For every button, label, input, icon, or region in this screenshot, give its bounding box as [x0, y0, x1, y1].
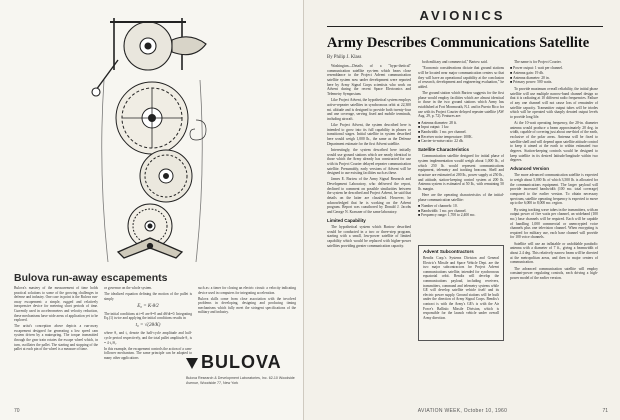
satellite-specs-list — [510, 66, 598, 85]
subheading-limited-capability: Limited Capability — [327, 217, 366, 223]
article-paragraph: Like Project Advent, the system described here is intended to grow into its full capability in phases or transitional stages. Initial satellite in system described here would weigh 1,000 lb., the same as the Defense Department estimate for the first Advent satellite. — [327, 123, 411, 146]
large-gear — [116, 82, 188, 154]
article-column-1 — [327, 64, 411, 250]
article-title: Army Describes Communications Satellite — [327, 35, 590, 51]
byline: By Philip J. Klass — [327, 55, 362, 60]
ground-station-features-list — [418, 121, 504, 144]
ad-column-3 — [198, 286, 296, 317]
article-paragraph: Interestingly, the system described here initially would use ground stations which are nearly identical to those which the Army already has constructed for use with its Project Courier delayed repeater communication satellite. Presumably, early versions of Advent will be designed to use existing facilities such as these. — [327, 147, 411, 176]
subheading-satellite-characteristics: Satellite Characteristics — [418, 146, 470, 152]
article-paragraph: both military and commercial," Bartow said. — [422, 60, 488, 64]
article-paragraph: Satellite will use an inflatable or unfoldable parabolic antenna with a diameter of 7 ft., giving a beamwidth of about 2.4 deg. This relatively narrow beam will be directed at the metropolitan areas, and then to major centers of communication. — [510, 241, 598, 265]
mainspring — [190, 120, 206, 140]
escapement-illustration — [0, 0, 304, 272]
article-paragraph: At the 10-watt operating frequency, the 20-in. diameter antenna would produce a beam approximately 20 deg. in width, capable of covering just about one-third of the earth, exclusive of the polar areas. Antenna will be fixed to satellite shell and will depend upon satellite attitude control to keep it aimed at the earth to within estimated two degrees. Station-keeping controls would be designed to keep satellite in its desired latitude/longitude within two degrees. — [510, 121, 598, 163]
article-column-3 — [510, 60, 598, 282]
sidebar-box-subcontractors — [418, 245, 504, 341]
article-paragraph: Here are the operating characteristics of the initial-phase communication satellite: — [418, 193, 504, 202]
list-item: ■ Frequency range: 1,700 to 2,400 mc. — [418, 213, 476, 218]
article-paragraph: James E. Bartow of the Army Signal Research and Development Laboratory, who delivered the report, declined to comment on possible similarities between the system he described and Project Advent, he said that details on the latter are classified. However, he acknowledged that he is working on the Advent program. Report was coauthored by Donald J. Jacobs and George N. Krassner of the same laboratory. — [327, 177, 411, 215]
article-paragraph: The hypothetical system which Bartow described would be conducted in a two or three-step program, starting with a small, low-power satellite of limited capability which would be replaced with higher-power satellites providing greater communication capacity. — [327, 225, 411, 248]
ad-paragraph: where θ₀ and t₀ denote the half-cycle amplitude and half-cycle period respectively, and the total pallet amplitude θ₀ is = 4·t₀/θ₀. — [104, 331, 192, 345]
article-paragraph: "Economic considerations dictate that ground stations will be located near major communication centers so that they will have an operational capability at the conclusion of research, development and engineering evaluation," he added. — [418, 66, 504, 89]
list-item: ■ Carrier-to-noise ratio: 22 db. — [418, 139, 464, 144]
ad-paragraph: or governor on the whole system. — [104, 286, 153, 290]
medium-gear — [140, 150, 192, 202]
ad-paragraph: such as: a timer for closing an electric circuit: a velocity indicating device used in computers for integrating acceleration. — [198, 286, 296, 295]
article-body — [305, 60, 620, 410]
subheading-advanced-version: Advanced Version — [510, 165, 550, 171]
article-column-2 — [418, 60, 504, 220]
list-item: ■ Receiver noise temperature: 100K. — [418, 134, 473, 139]
article-paragraph: The more advanced communication satellite is expected to weigh about 5,000 lb. of which 3,500 lb. is allocated for the communications equipment. The larger payload will provide increased bandwidth (100 mc. total coverage) compared to the earlier version. To obtain necessary spectrum, satellite operating frequency is expected to move up to the 6,000 to 8,000 mc. region. — [510, 173, 598, 206]
pallet — [118, 238, 182, 258]
list-item: ■ Bandwidth: 1 mc. per channel. — [418, 129, 467, 134]
equation-2: t₀ = √(2θ/K) — [135, 323, 161, 329]
article-paragraph: Like Project Advent, the hypothetical system employs active-repeater satellites in synchronous orbit at 22,300 mi. altitude and is designed to provide both twenty-four and one coverage, serving fixed and mobile terminals, including aircraft. — [327, 98, 411, 121]
ad-paragraph: In this example, the escapement controls the action of a cam-follower mechanism. The same principle can be adapted to many other applications — [104, 346, 192, 360]
list-item: ■ Bandwidth: 1 mc. per channel. — [418, 208, 467, 213]
article-paragraph: By using tracking wave tubes in the transmitters, with an output power of five watts per channel, an wideband (100 mc.) base channels will be required. Each will be capable of handling 1,000 commercial or unencrypted voice channels plus one television channel. When encrypting is required for military use, each base channel will provide for 100 voice channels. — [510, 207, 598, 240]
bulova-logo — [186, 352, 282, 373]
article-paragraph: To provide maximum overall reliability, the initial phase satellite will use multiple narrow-band channel design so that it is radiating at 10 different radio frequencies. Failure of any one channel will not cause loss of remainder of satellite capacity. Transmitter output tubes will be triodes which will be operated with sharply derated output levels to provide long life. — [510, 86, 598, 119]
list-item: ■ Input output: 1 kw. — [418, 125, 450, 130]
ad-paragraph: Bulova's mastery of the measurement of time holds practical solutions to some of the growing challenges in defense and industry. One case in point is the Bulova run-away escapement: a simple, rugged and relatively inexpensive device for metering short periods of time. Currently used in accelerometers and velocity reduction, these mechanisms have wide areas of application yet to be explored. — [14, 286, 98, 323]
section-divider — [327, 26, 603, 27]
page-number-right: 71 — [602, 408, 608, 414]
left-page-advertisement — [0, 0, 304, 420]
article-paragraph: Washington—Details of a "hypo-thetical" communication satellite sys-tem which bears close resemblance to the Project Advent communication satellite system now under development were reported here by Army Signal Corps scientists who work on Advent during the recent Space Electronics and Telemetry Symposium. — [327, 64, 411, 96]
ad-address: Bulova Research & Development Laboratories, Inc. 62-10 Woodside Avenue, Woodside 77, New York — [186, 376, 295, 385]
list-item: ■ Power output: 1 watt per channel. — [510, 66, 563, 71]
ad-paragraph: The artist's conception above depicts a run-away escapement designed for generating a low speed cam system driven by a mainspring. The torque transmitted through the gear train rotates the escape wheel which, in turn, oscillates the pallet. The starting and stopping of the pallet at each pin of the wheel is a measure of time. — [14, 324, 98, 352]
satellite-characteristics-list — [418, 204, 504, 218]
box-title: Advent Subcontractors — [423, 249, 474, 254]
page-number-left: 70 — [14, 408, 20, 414]
ad-paragraph: The idealized equation defining the motion of the pallet is simply — [104, 292, 192, 301]
list-item: ■ Primary power: 500 watts. — [510, 80, 553, 85]
bulova-logo-icon — [186, 358, 198, 369]
article-paragraph: The advanced communication satellite will employ constant-power regulating controls, each driving a high-power model of the earlier version. — [510, 266, 598, 280]
ad-headline: Bulova run-away escapements — [14, 272, 168, 284]
article-paragraph: The ground station which Bartow suggests for the first phase would employ facilities which are almost identical to those in the two ground stations which Army has established at Fort Monmouth, N.J. and in Puerto Rico for use with its Project Courier delayed repeater satellite (AW Aug. 29, p. 72). Features are: — [418, 91, 504, 119]
equation-1: E₀ = K·θ/2 — [137, 303, 159, 309]
right-page-article — [305, 0, 620, 420]
list-item: ■ Antenna diameter: 20 in. — [510, 75, 550, 80]
ad-paragraph: The initial conditions at t=0 are θ=0 and dθ/dt=0. Integrating Eq.(1) twice and applying the initial conditions results in — [104, 311, 192, 321]
list-item: ■ Number of channels: 10. — [418, 204, 458, 209]
logo-text: BULOVA — [201, 352, 282, 372]
ad-paragraph: Bulova skills come from close association with the involved problems in developing, designing and producing timing mechanisms which fully meet the stringent specifications of the military and industry. — [198, 296, 296, 315]
footer-publication-date: AVIATION WEEK, October 10, 1960 — [417, 408, 508, 414]
ad-column-1 — [14, 286, 98, 353]
ad-column-2 — [104, 286, 192, 362]
section-heading: AVIONICS — [419, 8, 506, 23]
list-item: ■ Antenna gain: 19 db. — [510, 70, 544, 75]
article-paragraph: The name is for Project Courier. — [514, 60, 562, 64]
list-item: ■ Antenna diameter: 28 ft. — [418, 120, 457, 125]
article-paragraph: Communication satellite designed for initial phase of system implementation would weigh about 1,000 lb., of which 250 lb. would represent communications equipment, telemetry and tracking beacons. Shell and structure are estimated at 200 lb., power supply at 250 lb., and attitude, station-keeping control system at 200 lb. Antenna system is estimated at 50 lb., with remaining 50 lb. margin. — [418, 154, 504, 191]
box-text: Bendix Corp.'s Systems Division and General Electric's Missile and Space Vehicle Dept. are the two major subcontractors for Project Advent communications satellite, intended for synchronous equatorial orbit. Bendix will develop the communications payload, including receivers, transmitters, command and telemetry systems while GE will develop satellite vehicle itself and its electric power supply. Ground stations will be built under the direction of Army Signal Corps. Bendix's contract is with the Army's GE's is with the Air Force's Ballistic Missile Division, which is responsible for the launch vehicle under overall Army direction. — [423, 256, 499, 320]
